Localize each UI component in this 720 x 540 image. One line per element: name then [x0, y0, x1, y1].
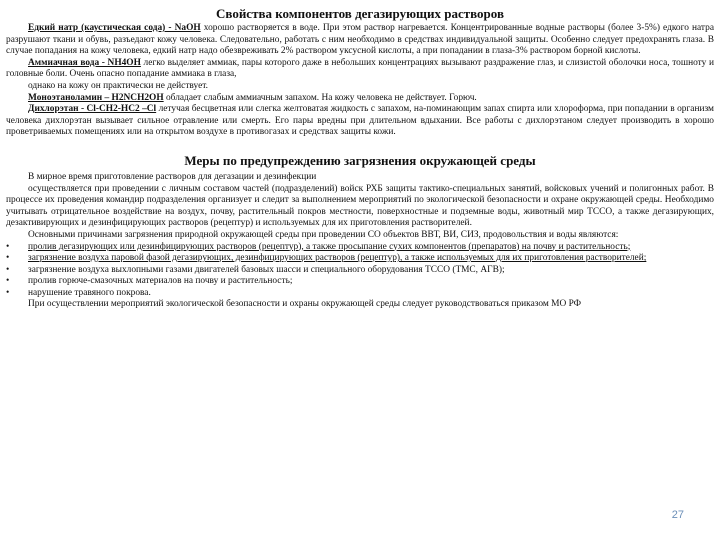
bullet-icon: •	[6, 253, 10, 264]
term-ammonia: Аммиачная вода - NH4OH	[28, 57, 141, 68]
text-dce: летучая бесцветная или слегка желтоватая жидкость с запахом, на-поминающим запах спирта или хлороформа, при попадании в организм человека дихлорэтан вызывает сильное отравление или смерть. Его пары вредны при длительном вдыхании. Все работы с дихлорэтаном следует производить в хорошо проветриваемых помещениях или на открытом воздухе в противогазах и средствах защиты кожи.	[6, 104, 714, 138]
text-naoh: хорошо растворяется в воде. При этом раствор нагревается. Концентрированные водные растворы (более 3-5%) едкого натра разрушают ткани и обувь, разъедают кожу человека. Следовательно, работать с ним необходимо в средствах индивидуальной защиты. Особенно следует предохранять глаза. В случае попадания на кожу человека, едкий натр надо обезвреживать 2% раствором уксусной кислоты, а при попадании в глаза-3% раствором борной кислоты.	[6, 23, 714, 57]
paragraph-peacetime: В мирное время приготовление растворов для дегазации и дезинфекции	[28, 171, 317, 182]
bullet-icon: •	[6, 241, 10, 252]
paragraph-ammonia	[6, 58, 714, 81]
list-item-text: пролив горюче-смазочных материалов на почву и растительность;	[28, 276, 293, 287]
paragraph-ammonia-cont: однако на кожу он практически не действует.	[28, 80, 208, 91]
list-item	[6, 265, 714, 277]
list-item-text: пролив дегазирующих или дезинфицирующих растворов (рецептур), а также просыпание сухих компонентов (препаратов) на почву и растительность;	[28, 241, 631, 252]
bullet-icon: •	[6, 287, 10, 298]
paragraph-naoh	[6, 23, 714, 58]
list-item	[6, 242, 714, 254]
section-title-measures: Меры по предупреждению загрязнения окружающей среды	[184, 152, 536, 168]
term-dce: Дихлорэтан - Cl-CH2-HC2 –Cl	[28, 104, 157, 115]
bullet-icon: •	[6, 276, 10, 287]
page-number: 27	[671, 509, 684, 521]
paragraph-mea	[6, 93, 714, 105]
term-naoh: Едкий натр (каустическая сода) - NaOH	[28, 23, 201, 33]
list-item	[6, 253, 714, 265]
paragraph-order: При осуществлении мероприятий экологической безопасности и охраны окружающей среды следует руководствоваться приказом МО РФ	[28, 299, 582, 310]
paragraph-dce	[6, 104, 714, 139]
text-mea: обладает слабым аммиачным запахом. На кожу человека не действует. Горюч.	[163, 92, 477, 103]
paragraph-causes: Основными причинами загрязнения природной окружающей среды при проведении СО объектов ВВТ, ВИ, СИЗ, продовольствия и воды являются:	[28, 229, 619, 240]
list-item-text: нарушение травяного покрова.	[28, 287, 151, 298]
list-item	[6, 276, 714, 288]
list-item-text: загрязнение воздуха паровой фазой дегазирующих, дезинфицирующих растворов (рецептур), а также используемых для их приготовления растворителей;	[28, 253, 647, 264]
text-ammonia: легко выделяет аммиак, пары которого даже в небольших концентрациях вызывают раздражение глаз, и слизистой оболочки носа, тошноту и головные боли. Очень опасно попадание аммиака в глаза,	[6, 57, 714, 80]
list-item	[6, 288, 714, 300]
section-title-properties: Свойства компонентов дегазирующих растворов	[216, 6, 504, 21]
bullet-icon: •	[6, 264, 10, 275]
paragraph-conducted: осуществляется при проведении с личным составом частей (подразделений) войск РХБ защиты тактико-специальных занятий, войсковых учений и полигонных работ. В процессе их проведения командир подразделения организует и следит за выполнением мероприятий по экологической безопасности и охране окружающей среды. Необходимо учитывать отрицательное воздействие на воздух, почву, растительный покров местности, поверхностные и подземные воды, животный мир ТССО, а также дегазирующих, дезактивирующих и дезинфицирующих растворов (рецептур) и используемых для их приготовления растворителей.	[6, 183, 714, 229]
term-mea: Моноэтаноламин – H2NCH2OH	[28, 92, 164, 103]
list-item-text: загрязнение воздуха выхлопными газами двигателей базовых шасси и специального оборудования ТССО (ТМС, АГВ);	[28, 264, 505, 275]
